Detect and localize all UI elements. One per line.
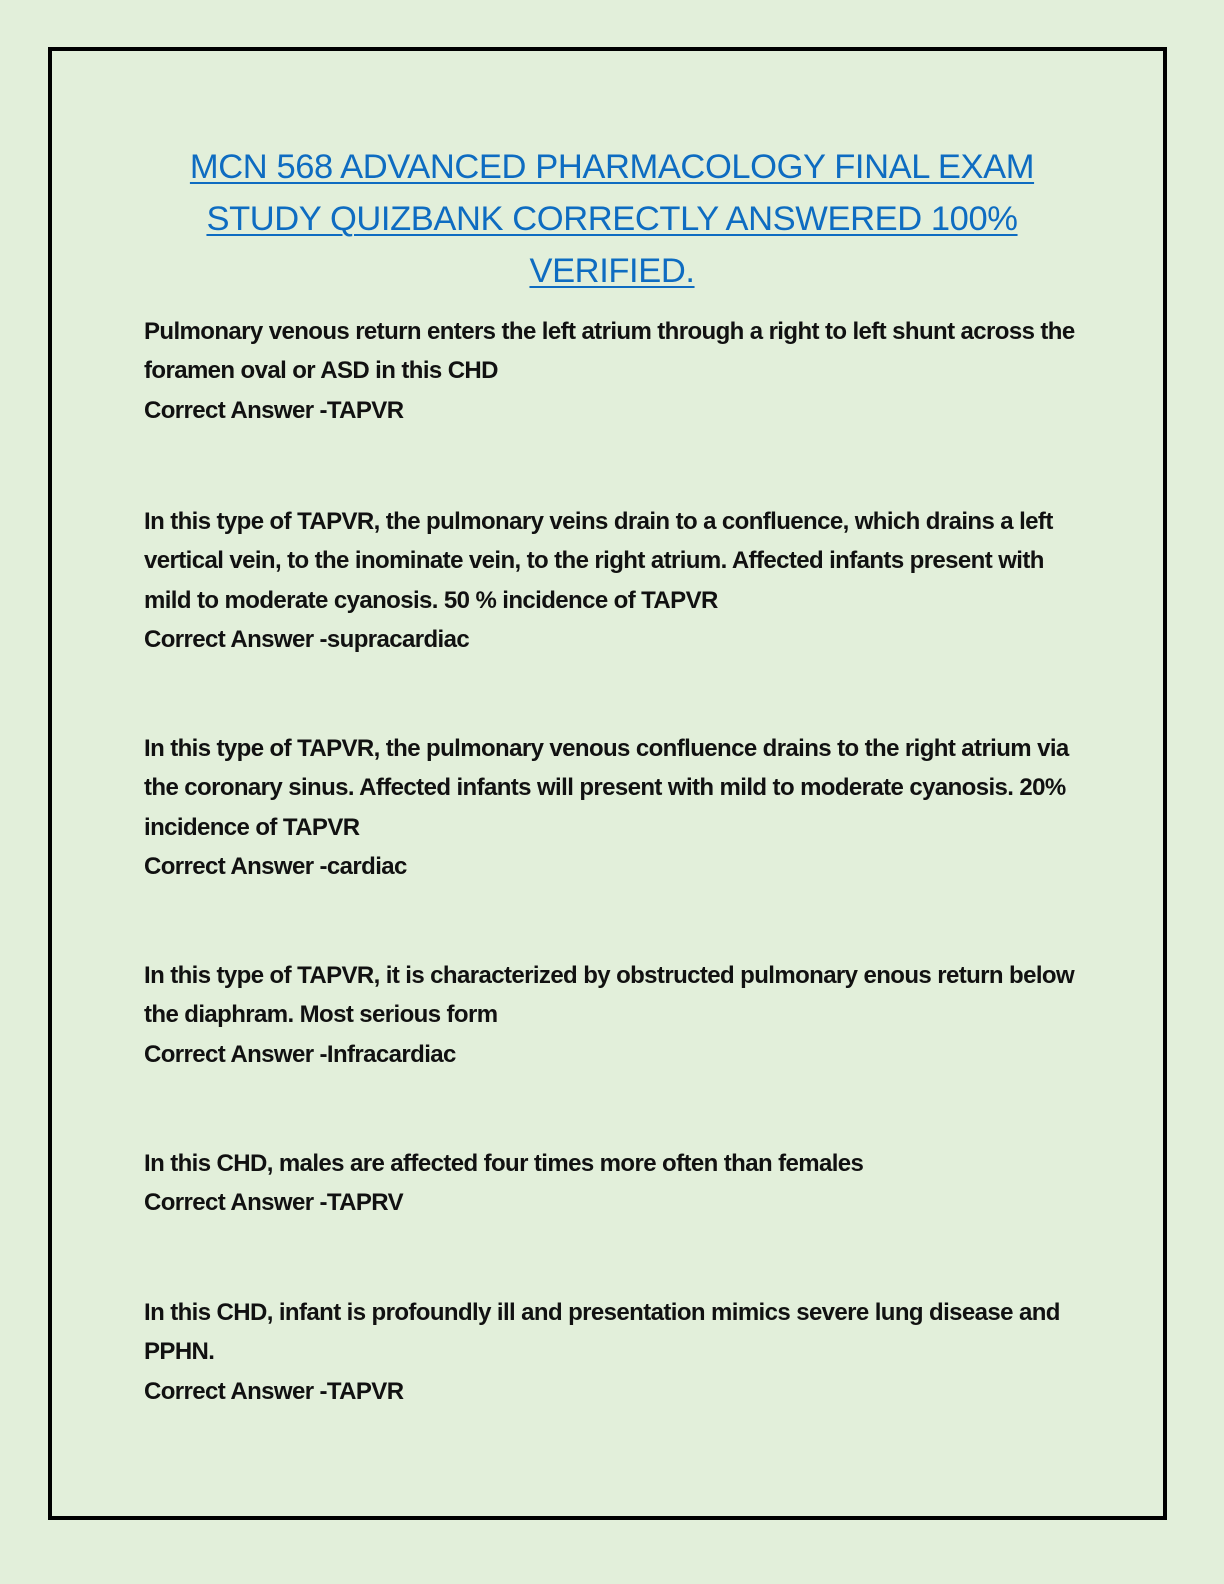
answer-text: Correct Answer -Infracardiac [144, 1040, 456, 1068]
answer-text: Correct Answer -TAPVR [144, 396, 404, 424]
qa-item-2 [144, 502, 1094, 659]
qa-item-3 [144, 729, 1094, 886]
answer-text: Correct Answer -cardiac [144, 852, 407, 880]
qa-item-5 [144, 1144, 1094, 1223]
question-text: Pulmonary venous return enters the left atrium through a right to left shunt across the foramen oval or ASD in this CHD [144, 318, 1075, 385]
question-text: In this type of TAPVR, it is characterized by obstructed pulmonary enous return below the diaphram. Most serious form [144, 962, 1075, 1029]
qa-item-1 [144, 312, 1094, 430]
answer-text: Correct Answer -TAPVR [144, 1377, 404, 1405]
question-text: In this type of TAPVR, the pulmonary veins drain to a confluence, which drains a left vertical vein, to the inominate vein, to the right atrium. Affected infants present with mild to moderate cyanosis. 50 % incidence of TAPVR [144, 508, 1053, 614]
qa-item-4 [144, 956, 1094, 1074]
question-text: In this type of TAPVR, the pulmonary venous confluence drains to the right atrium via the coronary sinus. Affected infants will present with mild to moderate cyanosis. 20% incidence of TAPVR [144, 735, 1069, 841]
qa-item-6 [144, 1293, 1094, 1411]
answer-text: Correct Answer -supracardiac [144, 625, 470, 653]
document-title: MCN 568 ADVANCED PHARMACOLOGY FINAL EXAM STUDY QUIZBANK CORRECTLY ANSWERED 100% VERIFIED. [189, 148, 1035, 290]
answer-text: Correct Answer -TAPRV [144, 1189, 404, 1217]
question-text: In this CHD, males are affected four times more often than females [144, 1150, 864, 1177]
question-text: In this CHD, infant is profoundly ill and presentation mimics severe lung disease and PPHN. [144, 1299, 1060, 1366]
